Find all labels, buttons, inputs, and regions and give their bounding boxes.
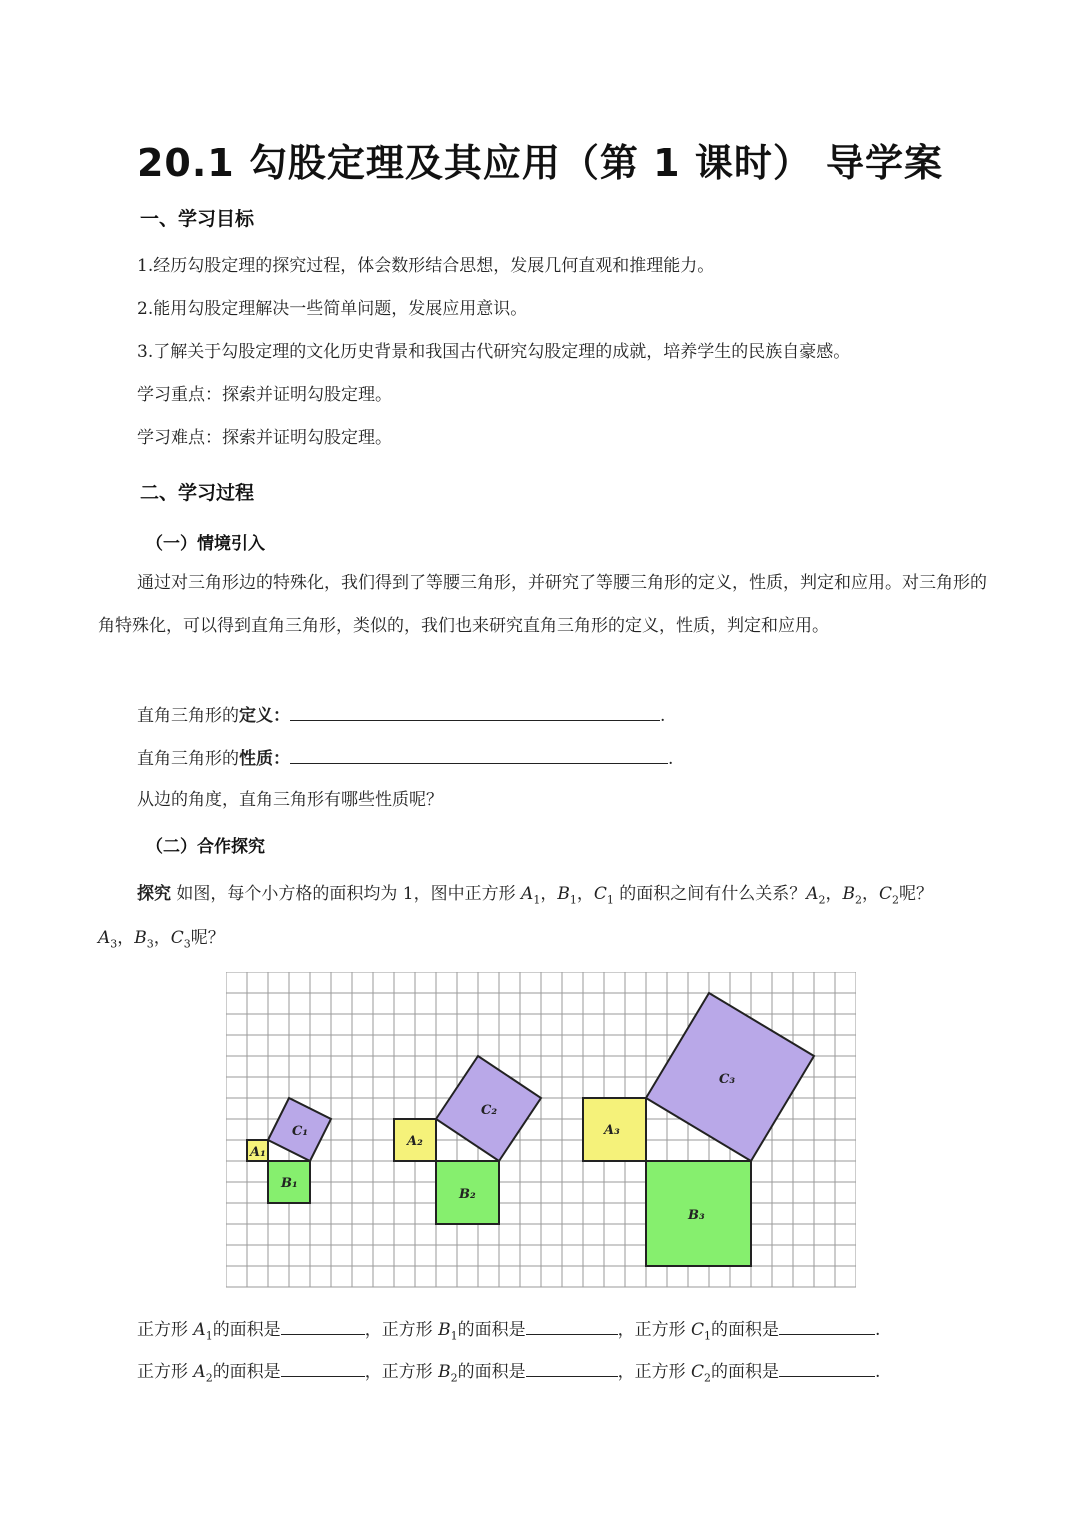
explore-label: 探究 (137, 884, 171, 904)
sub: 2 (855, 893, 863, 907)
var-c: C (170, 928, 184, 948)
sub: 2 (205, 1371, 213, 1385)
side-question: 从边的角度，直角三角形有哪些性质呢？ (137, 790, 443, 810)
answer-blank-b2[interactable] (526, 1358, 618, 1377)
answer-blank-c2[interactable] (779, 1358, 875, 1377)
sub: 1 (704, 1329, 712, 1343)
var-a: A (193, 1320, 206, 1340)
difficulty: 学习难点：探索并证明勾股定理。 (137, 428, 392, 448)
label-c2: C₂ (481, 1103, 498, 1118)
var-a: A (98, 928, 111, 948)
subsection-heading-intro: （一）情境引入 (146, 534, 265, 554)
sub: 3 (183, 937, 191, 951)
var-c: C (593, 884, 607, 904)
key-point: 学习重点：探索并证明勾股定理。 (137, 385, 392, 405)
var-b: B (438, 1320, 451, 1340)
explore-text: 呢？ (190, 928, 225, 948)
fill-text: 的面积是 (711, 1362, 780, 1382)
fill-text: 的面积是 (212, 1362, 281, 1382)
definition-line (137, 702, 665, 728)
fill-text: 的面积是 (457, 1320, 526, 1340)
label-a2: A₂ (407, 1134, 423, 1149)
pythagoras-grid-figure (226, 972, 856, 1290)
var-a: A (806, 884, 819, 904)
goal-2: 2.能用勾股定理解决一些简单问题，发展应用意识。 (137, 299, 528, 319)
fill-prefix: 正方形 (137, 1320, 194, 1340)
var-b: B (134, 928, 147, 948)
comma: ， (576, 884, 594, 904)
sub: 2 (450, 1371, 458, 1385)
sub: 3 (110, 937, 118, 951)
label-b1: B₁ (281, 1176, 298, 1191)
property-prefix: 直角三角形的 (137, 749, 239, 769)
page-title: 20.1 勾股定理及其应用（第 1 课时） 导学案 (136, 141, 944, 185)
sub: 1 (533, 893, 541, 907)
explore-line-2 (98, 926, 225, 956)
sub: 1 (205, 1329, 213, 1343)
answer-blank-b1[interactable] (526, 1316, 618, 1335)
comma: ， (862, 884, 880, 904)
sub: 3 (146, 937, 154, 951)
fill-prefix: 正方形 (634, 1362, 691, 1382)
property-blank[interactable] (290, 745, 668, 764)
label-a1: A₁ (250, 1145, 266, 1160)
var-b: B (438, 1362, 451, 1382)
comma: ， (617, 1362, 635, 1382)
comma: ， (540, 884, 558, 904)
fill-prefix: 正方形 (137, 1362, 194, 1382)
label-a3: A₃ (604, 1123, 620, 1138)
definition-blank[interactable] (290, 702, 660, 721)
comma: ， (364, 1320, 382, 1340)
section-heading-process: 二、学习过程 (140, 482, 255, 504)
fill-text: 的面积是 (711, 1320, 780, 1340)
sub: 1 (450, 1329, 458, 1343)
var-b: B (842, 884, 856, 904)
var-a: A (193, 1362, 206, 1382)
definition-label: 定义 (239, 706, 273, 726)
var-c: C (879, 884, 893, 904)
sub: 1 (569, 893, 577, 907)
comma: ， (153, 928, 171, 948)
explore-line-1 (137, 882, 933, 912)
answer-blank-a1[interactable] (281, 1316, 365, 1335)
comma: ， (117, 928, 135, 948)
fill-text: 的面积是 (212, 1320, 281, 1340)
sub: 2 (892, 893, 900, 907)
definition-colon: ： (273, 706, 290, 726)
section-heading-goals: 一、学习目标 (140, 208, 255, 230)
comma: ， (617, 1320, 635, 1340)
var-b: B (557, 884, 570, 904)
var-c: C (691, 1320, 705, 1340)
explore-text: 如图，每个小方格的面积均为 1，图中正方形 (171, 884, 522, 904)
intro-paragraph: 通过对三角形边的特殊化，我们得到了等腰三角形，并研究了等腰三角形的定义，性质，判定和应用。对三角形的角特殊化，可以得到直角三角形，类似的，我们也来研究直角三角形的定义，性质，判定和应用。 (98, 573, 987, 636)
property-line (137, 745, 673, 771)
label-c3: C₃ (719, 1072, 736, 1087)
subsection-heading-explore: （二）合作探究 (146, 837, 265, 857)
answer-blank-a2[interactable] (281, 1358, 365, 1377)
property-colon: ： (273, 749, 290, 769)
explore-text: 的面积之间有什么关系？ (613, 884, 807, 904)
comma: ， (364, 1362, 382, 1382)
label-b3: B₃ (688, 1208, 705, 1223)
property-label: 性质 (239, 749, 273, 769)
comma: ， (825, 884, 843, 904)
fill-prefix: 正方形 (381, 1362, 439, 1382)
fill-row-1 (137, 1316, 880, 1348)
label-c1: C₁ (292, 1124, 309, 1139)
var-c: C (691, 1362, 705, 1382)
fill-text: 的面积是 (457, 1362, 526, 1382)
var-a: A (521, 884, 534, 904)
end-dot: . (875, 1362, 881, 1382)
fill-prefix: 正方形 (381, 1320, 439, 1340)
property-end-dot: . (668, 749, 674, 769)
sub: 2 (818, 893, 826, 907)
sub: 2 (704, 1371, 712, 1385)
answer-blank-c1[interactable] (779, 1316, 875, 1335)
label-b2: B₂ (459, 1187, 476, 1202)
goal-3: 3.了解关于勾股定理的文化历史背景和我国古代研究勾股定理的成就，培养学生的民族自豪感。 (137, 342, 851, 362)
fill-prefix: 正方形 (634, 1320, 691, 1340)
goal-1: 1.经历勾股定理的探究过程，体会数形结合思想，发展几何直观和推理能力。 (137, 256, 715, 276)
sub: 1 (606, 893, 614, 907)
end-dot: . (875, 1320, 881, 1340)
definition-prefix: 直角三角形的 (137, 706, 239, 726)
definition-end-dot: . (660, 706, 666, 726)
explore-text: 呢？ (899, 884, 934, 904)
fill-row-2 (137, 1358, 880, 1390)
